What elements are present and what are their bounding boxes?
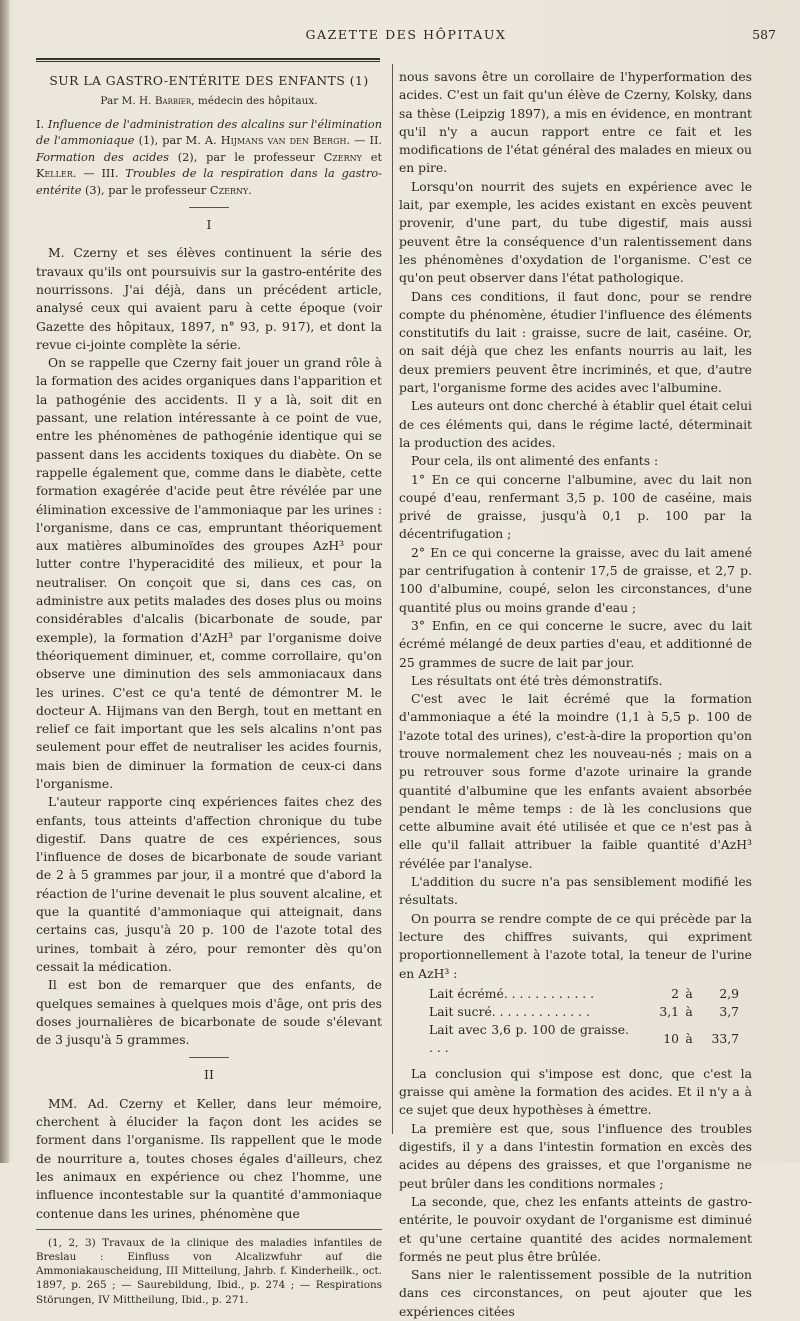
byline-prefix: Par M. H. (100, 95, 155, 108)
table-row (429, 1003, 739, 1021)
table-cell-sep: à (685, 1031, 693, 1046)
section-1-paragraph: M. Czerny et ses élèves continuent la série des travaux qu'ils ont poursuivis sur la gastro-entérite des nourrissons. J'ai déjà, dans un précédent article, analysé ceux qui avaient paru à cette époque (voir Gazette des hôpitaux, 1897, n° 93, p. 917), et dont la revue ci-jointe complète la série. (36, 246, 382, 352)
table-cell-sep: à (685, 1004, 693, 1019)
ref-1-prefix: I. (36, 117, 48, 131)
ref-2-note: (2), par le professeur (168, 150, 324, 164)
ref-3-title: Troubles de la respiration dans la gastro-entérite (36, 167, 382, 197)
ref-2-prefix: II. (365, 134, 383, 148)
footnote: (1, 2, 3) Travaux de la clinique des maladies infantiles de Breslau : Einfluss von Alcalizwfuhr auf die Ammoniakauscheidung, III Mitteilung, Jahrb. f. Kinderheilk., oct. 1897, p. 265 ; — Saurebildung, Ibid., p. 274 ; — Respirations Störungen, IV Mittheilung, Ibid., p. 271. (36, 1236, 382, 1306)
binding-shadow (0, 0, 10, 1163)
body-paragraph: Lorsqu'on nourrit des sujets en expérience avec le lait, par exemple, les acides existant en excès peuvent provenir, d'une part, du tube digestif, mais aussi peuvent être la conséquence d'un ralentissement dans les phénomènes d'oxydation de l'organisme. C'est ce qu'on peut observer dans l'état pathologique. (399, 179, 752, 286)
table-cell-label: Lait écrémé. . . . . . . . . . . . (429, 986, 595, 1001)
body-paragraph: Les résultats ont été très démonstratifs. (411, 673, 663, 688)
table-cell-to: 33,7 (711, 1031, 739, 1046)
left-column (36, 70, 382, 1307)
body-paragraph: 1° En ce qui concerne l'albumine, avec du lait non coupé d'eau, renfermant 3,5 p. 100 de caséine, mais privé de graisse, jusqu'à 0,1 p. 100 par la décentrifugation ; (399, 472, 752, 542)
ref-1-title: Influence de l'administration des alcalins sur l'élimination de l'ammoniaque (36, 117, 382, 148)
ref-2-coauthor: Keller (36, 167, 73, 181)
ref-3-note: (3), par le professeur (81, 183, 210, 197)
separator-rule (189, 207, 229, 208)
table-cell-label: Lait sucré. . . . . . . . . . . . . (429, 1004, 590, 1019)
section-heading-1: I (206, 217, 212, 233)
ref-2-post: et (361, 150, 382, 164)
body-paragraph: 2° En ce qui concerne la graisse, avec du lait amené par centrifugation à contenir 17,5 de graisse, et 2,7 p. 100 d'albumine, coupé, selon les circonstances, d'une quantité plus ou moins grande d'eau ; (399, 545, 752, 615)
ammonia-table (429, 985, 739, 1057)
body-paragraph: Sans nier le ralentissement possible de la nutrition dans ces circonstances, on peut ajouter que les expériences citées (399, 1268, 752, 1319)
table-cell-from: 10 (663, 1031, 679, 1046)
table-row (429, 985, 739, 1003)
article-title: SUR LA GASTRO-ENTÉRITE DES ENFANTS (1) (49, 74, 369, 88)
byline-suffix: , médecin des hôpitaux. (191, 95, 318, 108)
body-paragraph: On pourra se rendre compte de ce qui précède par la lecture des chiffres suivants, qui expriment proportionnellement à l'azote total, la teneur de l'urine en AzH³ : (399, 911, 752, 981)
table-row (429, 1021, 739, 1057)
page-number: 587 (752, 27, 776, 42)
footnote-rule (36, 1229, 382, 1230)
ref-2-author: Czerny (323, 150, 362, 164)
ref-1-note: (1), par M. A. (134, 134, 221, 148)
running-header (36, 27, 776, 47)
ref-3-author: Czerny (209, 183, 249, 197)
ref-1-author: Hijmans van den Bergh (220, 134, 347, 148)
body-paragraph: C'est avec le lait écrémé que la formation d'ammoniaque a été la moindre (1,1 à 5,5 p. 100 de l'azote total des urines), c'est-à-dire la proportion qu'on trouve normalement chez les nouveau-nés ; mais on a pu retrouver sous forme d'azote urinaire la grande quantité d'albumine que les enfants avaient absorbée pendant le même temps : de là les conclusions que cette albumine avait été utilisée et que ce n'est pas à elle qu'il fallait attribuer la faible quantité d'AzH³ révélée par l'analyse. (399, 692, 752, 871)
column-divider (392, 64, 393, 1134)
ref-3-prefix: III. (101, 167, 126, 181)
section-2-paragraph: MM. Ad. Czerny et Keller, dans leur mémoire, cherchent à élucider la façon dont les acides se forment dans l'organisme. Ils rappellent que le mode de nourriture a, toutes choses égales d'ailleurs, chez les animaux en expérience ou chez l'homme, une influence incontestable sur la quantité d'ammoniaque contenue dans les urines, phénomène que (36, 1096, 382, 1221)
article-byline (36, 92, 382, 110)
table-cell-sep: à (685, 986, 693, 1001)
article-top-rule (36, 58, 380, 62)
separator-rule (189, 1057, 229, 1058)
table-cell-from: 2 (671, 986, 679, 1001)
body-paragraph: Dans ces conditions, il faut donc, pour se rendre compte du phénomène, étudier l'influence des éléments constitutifs du lait : graisse, sucre de lait, caséine. Or, on sait déjà que chez les enfants nourris au lait, les deux premiers peuvent être incriminés, et que, d'autre part, l'organisme forme des acides avec l'albumine. (399, 289, 752, 396)
body-paragraph: La première est que, sous l'influence des troubles digestifs, il y a dans l'intestin formation en excès des acides au dépens des graisses, et que l'organisme ne peut brûler dans les conditions normales ; (399, 1121, 752, 1191)
right-column (399, 68, 752, 1321)
body-paragraph: La conclusion qui s'impose est donc, que c'est la graisse qui amène la formation des acides. Et il n'y a à ce sujet que deux hypothèses à émettre. (399, 1066, 752, 1118)
table-cell-label: Lait avec 3,6 p. 100 de graisse. . . . (429, 1022, 629, 1055)
table-cell-from: 3,1 (659, 1004, 679, 1019)
section-heading-2: II (204, 1067, 214, 1083)
section-1-paragraph: Il est bon de remarquer que des enfants, de quelques semaines à quelques mois d'âge, ont pris des doses journalières de bicarbonate de soude s'élevant de 3 jusqu'à 5 grammes. (36, 978, 382, 1048)
journal-title: GAZETTE DES HÔPITAUX (305, 27, 507, 42)
section-1-paragraph: On se rappelle que Czerny fait jouer un grand rôle à la formation des acides organiques dans l'apparition et la pathogénie des accidents. Il y a là, soit dit en passant, une relation intéressante à ce point de vue, entre les phénomènes de pathogénie identique qui se passent dans les accidents toxiques du diabète. On se rappelle également que, comme dans le diabète, cette formation exagérée d'acide peut être révélée par une élimination excessive de l'ammoniaque par les urines : l'organisme, dans ce cas, empruntant théoriquement aux matières albuminoïdes des groupes AzH³ pour lutter contre l'hyperacidité des milieux, et pour la neutraliser. On conçoit que si, dans ces cas, on administre aux petits malades des doses plus ou moins considérables d'alcalis (bicarbonate de soude, par exemple), la formation d'AzH³ par l'organisme doive théoriquement diminuer, et, comme corrollaire, qu'on observe une diminution des sels ammoniacaux dans les urines. C'est ce qu'a tenté de démontrer M. le docteur A. Hijmans van den Bergh, tout en mettant en relief ce fait important que les sels alcalins n'ont pas seulement pour effet de neutraliser les acides fournis, mais bien de diminuer la formation de ceux-ci dans l'organisme. (36, 356, 382, 791)
body-paragraph: nous savons être un corollaire de l'hyperformation des acides. C'est un fait qu'un élève de Czerny, Kolsky, dans sa thèse (Leipzig 1897), a mis en évidence, en montrant qu'il n'y a aucun rapport entre ce fait et les modifications de l'état général des malades en mieux ou en pire. (399, 70, 752, 176)
table-cell-to: 2,9 (719, 986, 739, 1001)
reviewed-works (36, 117, 382, 200)
byline-name: Barbier (154, 95, 192, 108)
body-paragraph: 3° Enfin, en ce qui concerne le sucre, avec du lait écrémé mélangé de deux parties d'eau, et additionné de 25 grammes de sucre de lait par jour. (399, 618, 752, 670)
body-paragraph: La seconde, que, chez les enfants atteints de gastro-entérite, le pouvoir oxydant de l'organisme est diminué et qu'une certaine quantité des acides normalement formés ne peut plus être brûlée. (399, 1194, 752, 1264)
table-cell-to: 3,7 (719, 1004, 739, 1019)
ref-1-post: . — (346, 134, 366, 148)
ref-2-coauthor-post: . — (72, 167, 102, 181)
body-paragraph: Pour cela, ils ont alimenté des enfants : (411, 454, 659, 469)
ref-2-title: Formation des acides (36, 150, 169, 164)
body-paragraph: L'addition du sucre n'a pas sensiblement modifié les résultats. (399, 875, 752, 908)
ref-3-post: . (248, 183, 252, 197)
section-1-paragraph: L'auteur rapporte cinq expériences faites chez des enfants, tous atteints d'affection chronique du tube digestif. Dans quatre de ces expériences, sous l'influence de doses de bicarbonate de soude variant de 2 à 5 grammes par jour, il a montré que d'abord la réaction de l'urine devenait le plus souvent alcaline, et que la quantité d'ammoniaque qui atteignait, dans certains cas, jusqu'à 20 p. 100 de l'azote total des urines, tombait à zéro, pour remonter dès qu'on cessait la médication. (36, 795, 382, 974)
body-paragraph: Les auteurs ont donc cherché à établir quel était celui de ces éléments qui, dans le régime lacté, déterminait la production des acides. (399, 399, 752, 450)
